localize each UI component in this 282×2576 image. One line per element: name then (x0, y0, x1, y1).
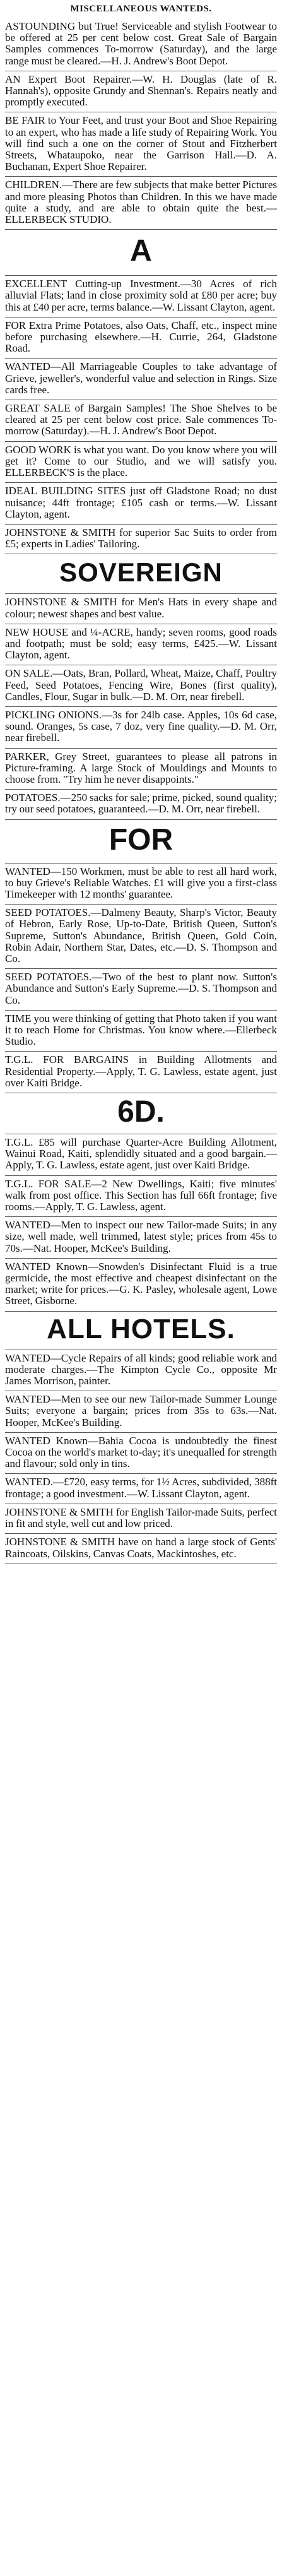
column-heading: MISCELLANEOUS WANTEDS. (70, 4, 212, 14)
classified-ad: JOHNSTONE & SMITH for Men's Hats in every shape and colour; newest shapes and best value. (5, 594, 277, 624)
classified-ad: JOHNSTONE & SMITH have on hand a large stock of Gents' Raincoats, Oilskins, Canvas Coats, Mackintoshes, etc. (5, 1534, 277, 1564)
classified-ad: WANTED—Men to see our new Tailor-made Summer Lounge Suits; everyone a bargain; prices from 35s to 63s.—Nat. Hooper, McKee's Building. (5, 1391, 277, 1433)
classified-ad: PICKLING ONIONS.—3s for 24lb case. Apples, 10s 6d case, sound. Oranges, 5s case, 7 doz, very fine quality.—D. M. Orr, near firebell. (5, 707, 277, 749)
classified-ad: WANTED—Cycle Repairs of all kinds; good reliable work and moderate charges.—The Kimpton Cycle Co., opposite Mr James Morrison, painter. (5, 1350, 277, 1392)
classified-ad: POTATOES.—250 sacks for sale; prime, picked, sound quality; try our seed potatoes, guaranteed.—D. M. Orr, near firebell. (5, 790, 277, 819)
classified-ad: SEED POTATOES.—Two of the best to plant now. Sutton's Abundance and Sutton's Early Supreme.—D. S. Thompson and Co. (5, 969, 277, 1011)
classified-ad: IDEAL BUILDING SITES just off Gladstone Road; no dust nuisance; 44ft frontage; £105 cash or terms.—W. Lissant Clayton, agent. (5, 483, 277, 525)
classified-ad: WANTED Known—Bahia Cocoa is undoubtedly the finest Cocoa on the world's market to-day; it's unequalled for strength and flavour; sold only in tins. (5, 1433, 277, 1475)
display-banner-sovereign: SOVEREIGN (5, 554, 277, 594)
classified-ad: T.G.L. FOR BARGAINS in Building Allotments and Residential Property.—Apply, T. G. Lawless, estate agent, just over Kaiti Bridge. (5, 1052, 277, 1093)
classified-ad: NEW HOUSE and ¼-ACRE, handy; seven rooms, good roads and footpath; must be sold; easy terms, £425.—W. Lissant Clayton, agent. (5, 624, 277, 666)
classified-ad: WANTED—150 Workmen, must be able to rest all hard work, to buy Grieve's Reliable Watches. £1 will give you a first-class Timekeeper with 12 months' guarantee. (5, 864, 277, 905)
classified-ad: AN Expert Boot Repairer.—W. H. Douglas (late of R. Hannah's), opposite Grundy and Shennan's. Repairs neatly and promptly executed. (5, 71, 277, 113)
classified-ad: FOR Extra Prime Potatoes, also Oats, Chaff, etc., inspect mine before purchasing elsewhere.—H. Currie, 264, Gladstone Road. (5, 318, 277, 359)
classified-ad: BE FAIR to Your Feet, and trust your Boot and Shoe Repairing to an expert, who has made a life study of Repairing Work. You will find such a one on the corner of Stout and Fitzherbert Streets, Whataupoko, near the Garrison Hall.—D. A. Buchanan, Expert Shoe Repairer. (5, 112, 277, 177)
classified-ad: T.G.L. FOR SALE—2 New Dwellings, Kaiti; five minutes' walk from post office. This Section has full 66ft frontage; five rooms.—Apply, T. G. Lawless, agent. (5, 1176, 277, 1218)
classified-ad: GREAT SALE of Bargain Samples! The Shoe Shelves to be cleared at 25 per cent below cost price. Sale commences To-morrow (Saturday).—H. J. Andrew's Boot Depot. (5, 400, 277, 442)
display-banner-for: FOR (5, 820, 277, 864)
classified-ad: TIME you were thinking of getting that Photo taken if you want it to reach Home for Christmas. You know where.—Ellerbeck Studio. (5, 1011, 277, 1052)
display-banner-all-hotels: ALL HOTELS. (5, 1312, 277, 1350)
classified-ad: T.G.L. £85 will purchase Quarter-Acre Building Allotment, Wainui Road, Kaiti, splendidly situated and a good bargain.—Apply, T. G. Lawless, estate agent, just over Kaiti Bridge. (5, 1134, 277, 1176)
classified-ad: WANTED.—£720, easy terms, for 1½ Acres, subdivided, 388ft frontage; a good investment.—W. Lissant Clayton, agent. (5, 1474, 277, 1504)
classified-ad: JOHNSTONE & SMITH for English Tailor-made Suits, perfect in fit and style, well cut and low priced. (5, 1504, 277, 1534)
classified-ad: WANTED—All Marriageable Couples to take advantage of Grieve, jeweller's, wonderful value and selection in Rings. Size cards free. (5, 359, 277, 400)
classified-ad: CHILDREN.—There are few subjects that make better Pictures and more pleasing Photos than Children. In this we have made quite a study, and are able to obtain quite the best.—ELLERBECK STUDIO. (5, 177, 277, 230)
classified-ad: SEED POTATOES.—Dalmeny Beauty, Sharp's Victor, Beauty of Hebron, Early Rose, Up-to-Date, British Queen, Sutton's Supreme, Sutton's Abundance, British Queen, Gold Coin, Robin Adair, Northern Star, Dates, etc.—D. S. Thompson and Co. (5, 905, 277, 969)
classified-ad: WANTED—Men to inspect our new Tailor-made Suits; in any size, well made, well trimmed, latest style; prices from 45s to 70s.—Nat. Hooper, McKee's Building. (5, 1217, 277, 1259)
classified-ad: EXCELLENT Cutting-up Investment.—30 Acres of rich alluvial Flats; land in close proximity sold at £80 per acre; buy this at £40 per acre, terms balance.—W. Lissant Clayton, agent. (5, 276, 277, 318)
classified-ad: WANTED Known—Snowden's Disinfectant Fluid is a true germicide, the most effective and cheapest disinfectant on the market; write for prices.—G. K. Pasley, wholesale agent, Lowe Street, Gisborne. (5, 1259, 277, 1312)
display-banner-a: A (5, 230, 277, 276)
classified-ad: ASTOUNDING but True! Serviceable and stylish Footwear to be offered at 25 per cent below cost. Great Sale of Bargain Samples commences To-morrow (Saturday), and the large range must be cleared.—H. J. Andrew's Boot Depot. (5, 18, 277, 71)
classified-ad: JOHNSTONE & SMITH for superior Sac Suits to order from £5; experts in Ladies' Tailoring. (5, 525, 277, 554)
classified-ad: ON SALE.—Oats, Bran, Pollard, Wheat, Maize, Chaff, Poultry Feed, Seed Potatoes, Fencing Wire, Bones (first quality), Candles, Flour, Sugar in bulk.—D. M. Orr, near firebell. (5, 665, 277, 707)
classified-ad: GOOD WORK is what you want. Do you know where you will get it? Come to our Studio, and we will satisfy you. ELLERBECK'S is the place. (5, 442, 277, 484)
classified-ad: PARKER, Grey Street, guarantees to please all patrons in Picture-framing. A large Stock of Mouldings and Mounts to choose from. "Try him he never disappoints." (5, 749, 277, 790)
display-banner-sixpence: 6D. (5, 1093, 277, 1134)
